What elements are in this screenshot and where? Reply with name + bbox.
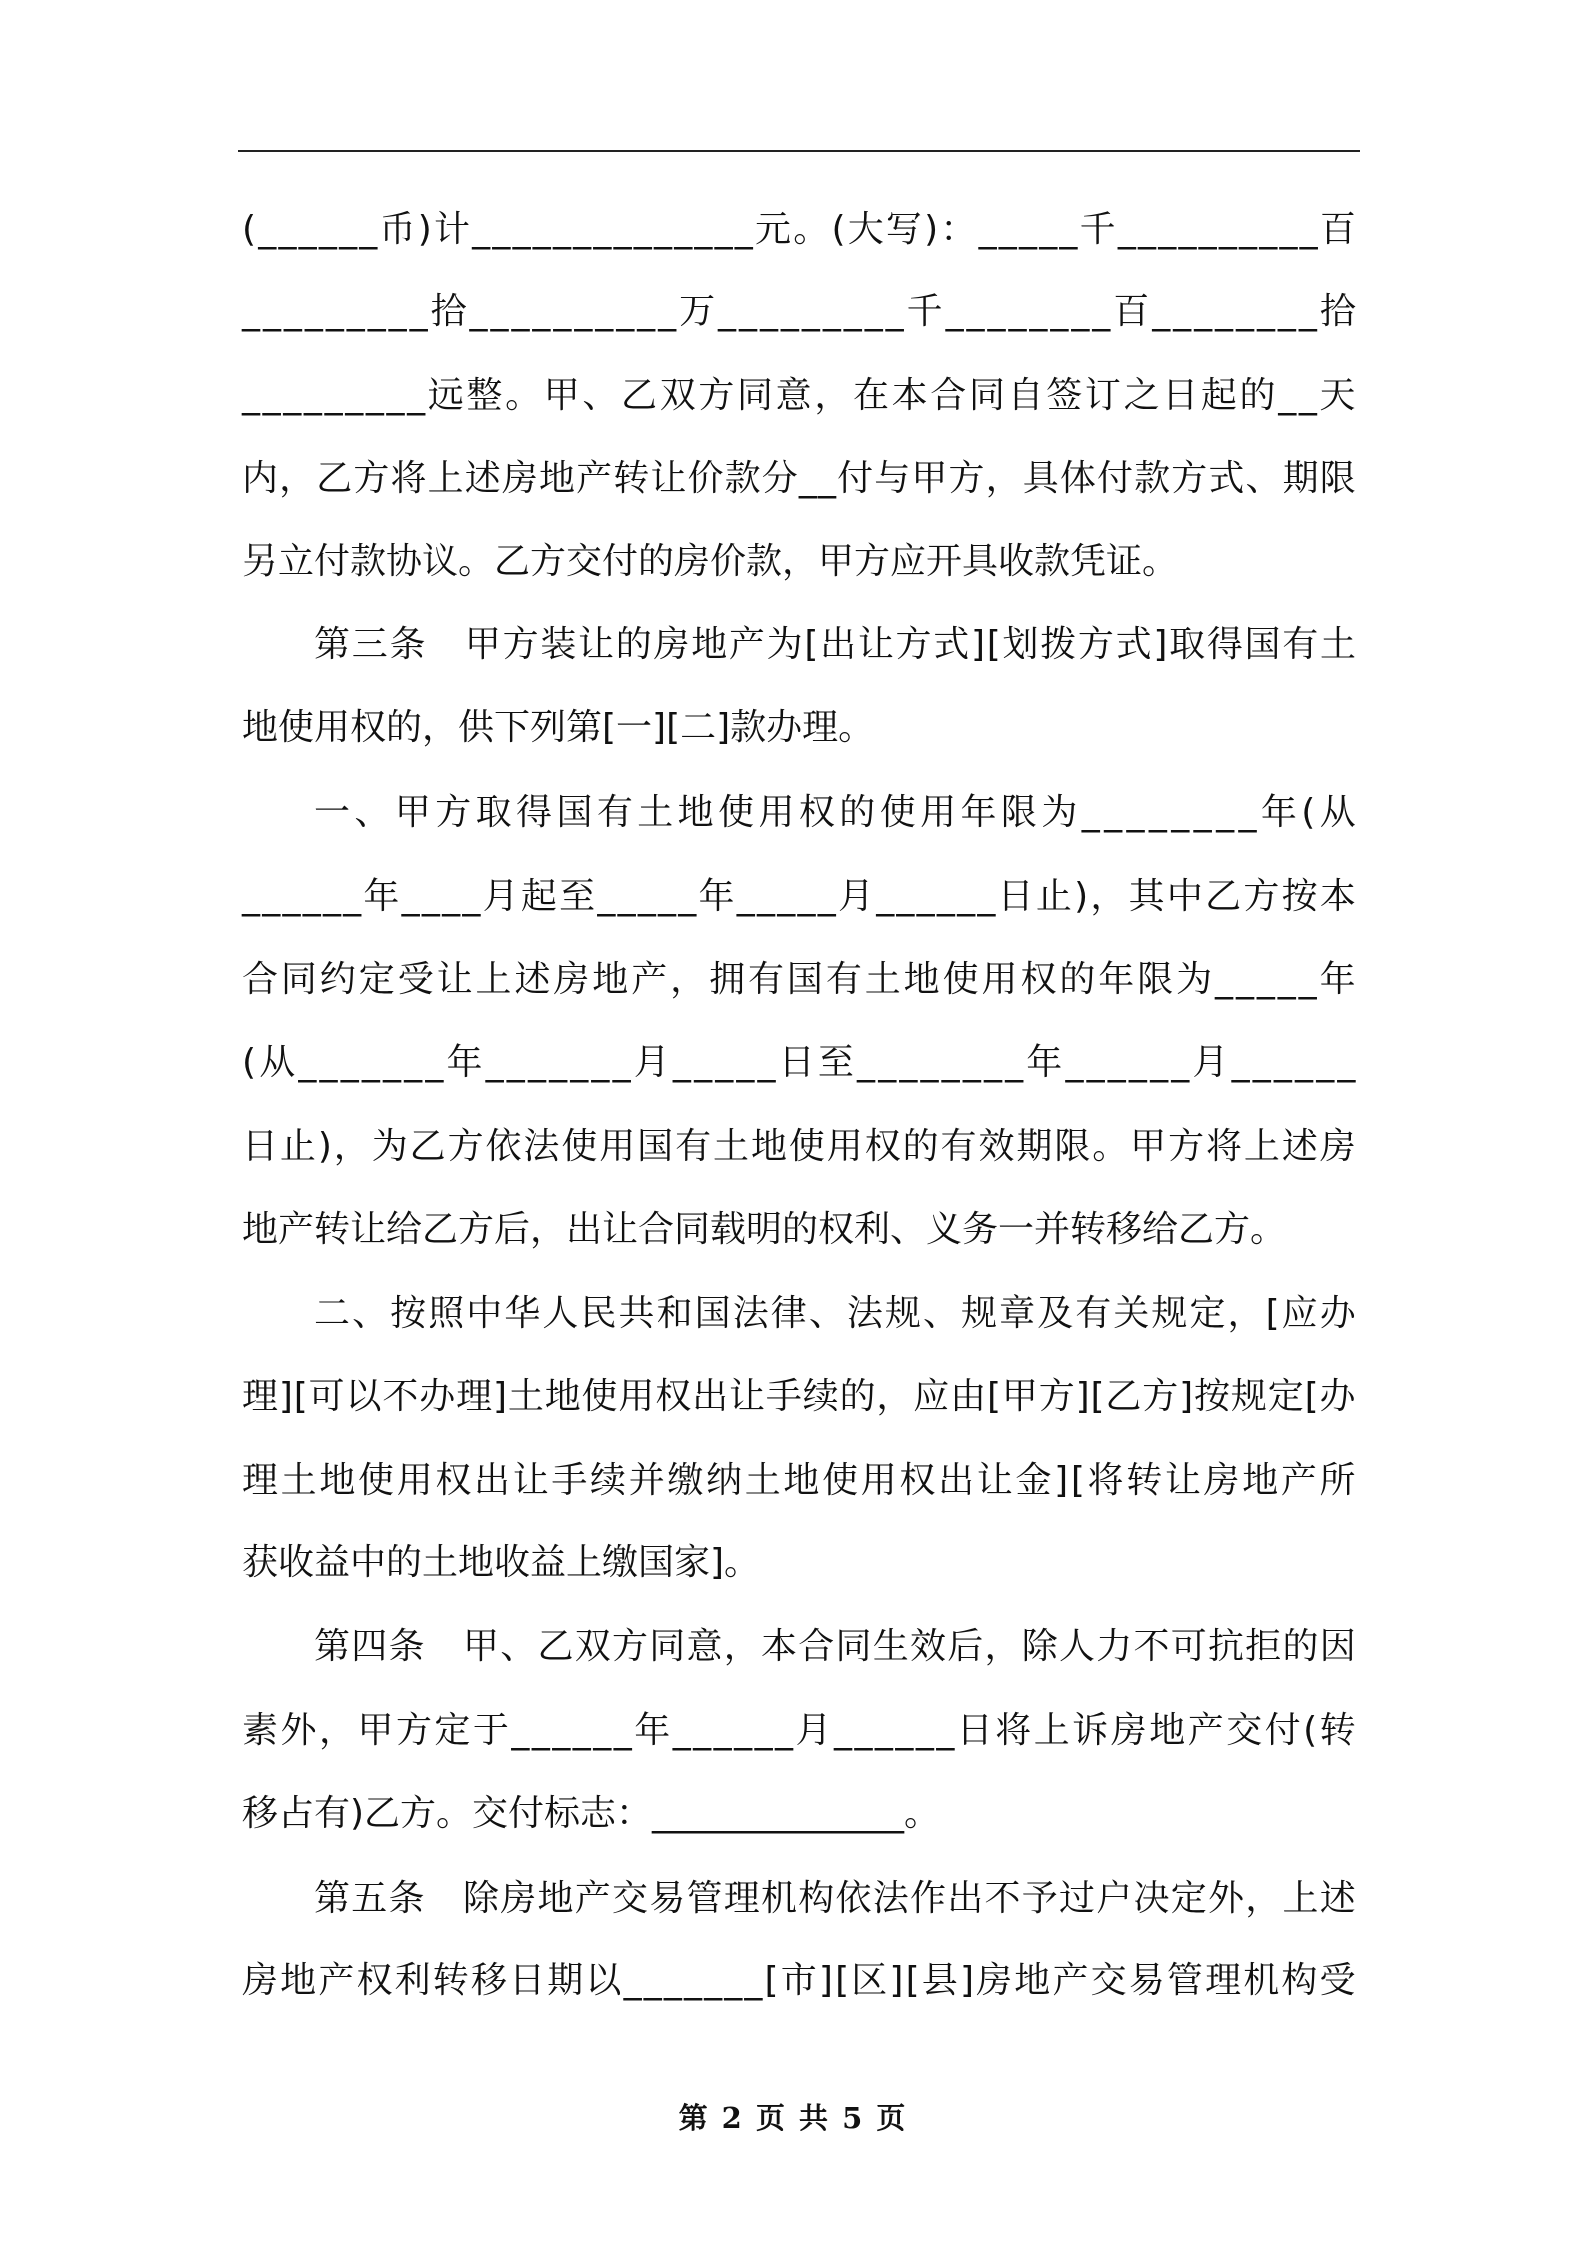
text-line-7: 地使用权的，供下列第[一][二]款办理。: [242, 707, 875, 748]
text-line-20: 移占有)乙方。交付标志：______________。: [242, 1793, 941, 1834]
text-line-2: _ _ _ _ _ _ _ _ _ 拾 _ _ _ _ _ _ _ _ _ _ 万 _ _ _ _ _ _ _ _ _ 千 _ _ _ _ _ _ _ _ 百 _ _ _ _ _ _ _ _ 拾: [242, 291, 1356, 332]
text-line-3: _ _ _ _ _ _ _ _ _ 远 整 。 甲 、 乙 双 方 同 意 ， 在 本 合 同 自 签 订 之 日 起 的 _ _ 天: [242, 375, 1356, 416]
article-5-heading-line: 第 五 条 除 房 地 产 交 易 管 理 机 构 依 法 作 出 不 予 过 户 决 定 外 ， 上 述: [314, 1878, 1356, 1919]
page-number-footer: 第 2 页 共 5 页: [678, 2101, 908, 2135]
text-line-17: 获收益中的土地收益上缴国家]。: [242, 1542, 761, 1583]
clause-2-line: 二 、 按 照 中 华 人 民 共 和 国 法 律 、 法 规 、 规 章 及 有 关 规 定 ， [ 应 办: [314, 1293, 1356, 1334]
text-line-10: 合 同 约 定 受 让 上 述 房 地 产 ， 拥 有 国 有 土 地 使 用 权 的 年 限 为 _ _ _ _ _ 年: [242, 959, 1356, 1000]
text-line-19: 素 外 ， 甲 方 定 于 _ _ _ _ _ _ 年 _ _ _ _ _ _ 月 _ _ _ _ _ _ 日 将 上 诉 房 地 产 交 付 ( 转: [242, 1710, 1356, 1751]
article-3-heading-line: 第 三 条 甲 方 装 让 的 房 地 产 为 [ 出 让 方 式 ] [ 划 拨 方 式 ] 取 得 国 有 土: [314, 624, 1356, 665]
text-line-5: 另立付款协议。乙方交付的房价款，甲方应开具收款凭证。: [242, 541, 1179, 582]
text-line-1: ( _ _ _ _ _ _ 币 ) 计 _ _ _ _ _ _ _ _ _ _ _ _ _ _ 元 。 ( 大 写 ) ： _ _ _ _ _ 千 _ _ _ _ _ _ _ _ _ _ 百: [242, 209, 1356, 250]
text-line-9: _ _ _ _ _ _ 年 _ _ _ _ 月 起 至 _ _ _ _ _ 年 _ _ _ _ _ 月 _ _ _ _ _ _ 日 止 ) ， 其 中 乙 方 按 本: [242, 876, 1356, 917]
header-rule: [238, 150, 1360, 152]
text-line-15: 理 ] [ 可 以 不 办 理 ] 土 地 使 用 权 出 让 手 续 的 ， 应 由 [ 甲 方 ] [ 乙 方 ] 按 规 定 [ 办: [242, 1376, 1356, 1417]
text-line-11: ( 从 _ _ _ _ _ _ _ 年 _ _ _ _ _ _ _ 月 _ _ _ _ _ 日 至 _ _ _ _ _ _ _ _ 年 _ _ _ _ _ _ 月 _ _ _ _ _ _: [242, 1042, 1356, 1083]
text-line-16: 理 土 地 使 用 权 出 让 手 续 并 缴 纳 土 地 使 用 权 出 让 金 ] [ 将 转 让 房 地 产 所: [242, 1460, 1356, 1501]
text-line-22: 房 地 产 权 利 转 移 日 期 以 _ _ _ _ _ _ _ [ 市 ] [ 区 ] [ 县 ] 房 地 产 交 易 管 理 机 构 受: [242, 1960, 1356, 2001]
text-line-13: 地产转让给乙方后，出让合同载明的权利、义务一并转移给乙方。: [242, 1209, 1287, 1250]
text-line-4: 内 ， 乙 方 将 上 述 房 地 产 转 让 价 款 分 _ _ 付 与 甲 方 ， 具 体 付 款 方 式 、 期 限: [242, 458, 1356, 499]
text-line-12: 日 止 ) ， 为 乙 方 依 法 使 用 国 有 土 地 使 用 权 的 有 效 期 限 。 甲 方 将 上 述 房: [242, 1126, 1356, 1167]
article-4-heading-line: 第 四 条 甲 、 乙 双 方 同 意 ， 本 合 同 生 效 后 ， 除 人 力 不 可 抗 拒 的 因: [314, 1626, 1356, 1667]
clause-1-line: 一 、 甲 方 取 得 国 有 土 地 使 用 权 的 使 用 年 限 为 _ _ _ _ _ _ _ _ 年 ( 从: [314, 792, 1356, 833]
